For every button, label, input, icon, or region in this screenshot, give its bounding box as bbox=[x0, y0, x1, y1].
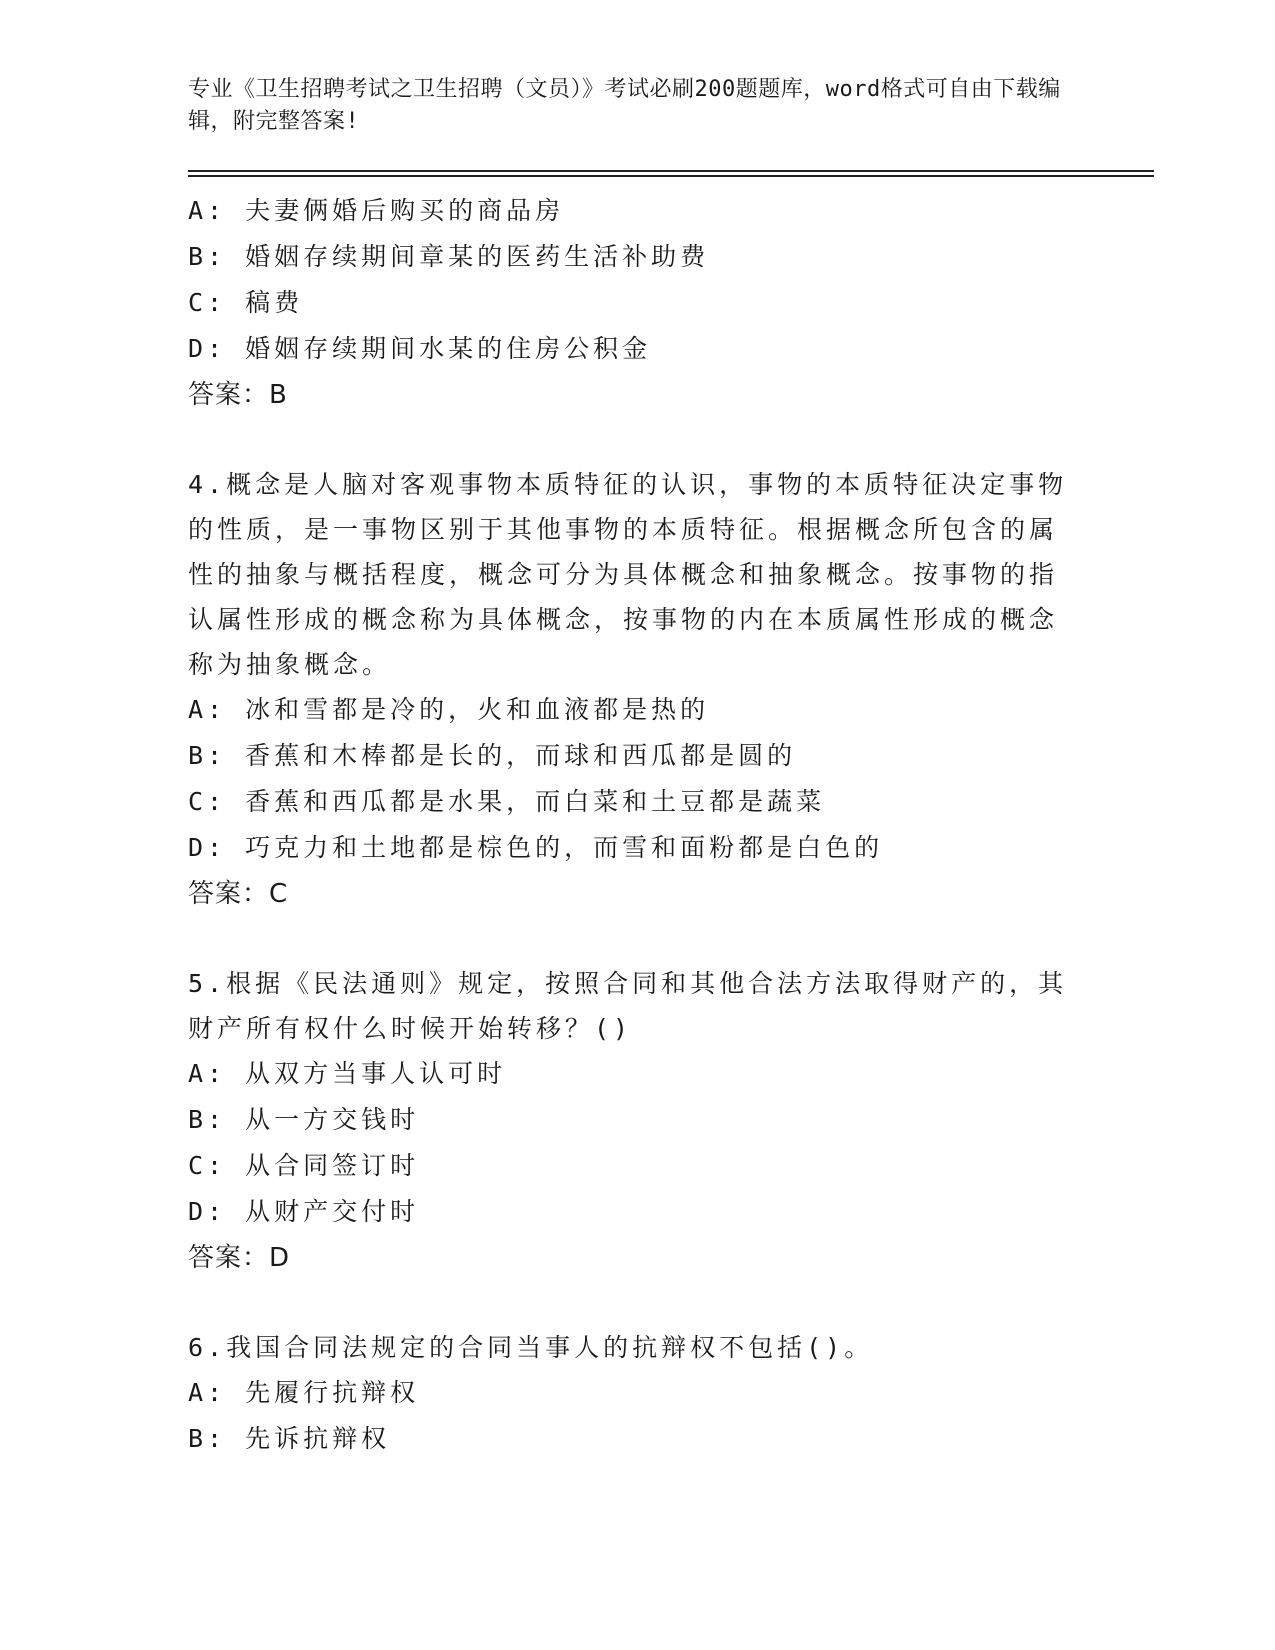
spacer bbox=[188, 418, 1068, 462]
option-d: D: 从财产交付时 bbox=[188, 1197, 420, 1226]
option-d: D: 巧克力和土地都是棕色的，而雪和面粉都是白色的 bbox=[188, 833, 884, 862]
question-stem: 6.我国合同法规定的合同当事人的抗辩权不包括()。 bbox=[188, 1333, 874, 1362]
option-b: B: 香蕉和木棒都是长的，而球和西瓜都是圆的 bbox=[188, 741, 797, 770]
option-a: A: 先履行抗辩权 bbox=[188, 1378, 420, 1407]
header-rule-bottom bbox=[188, 175, 1154, 177]
answer-label: 答案：D bbox=[188, 1243, 291, 1273]
question-stem: 4.概念是人脑对客观事物本质特征的认识，事物的本质特征决定事物的性质，是一事物区别于其他事物的本质特征。根据概念所包含的属性的抽象与概括程度，概念可分为具体概念和抽象概念。按事物的指认属性形成的概念称为具体概念，按事物的内在本质属性形成的概念称为抽象概念。 bbox=[188, 470, 1068, 679]
option-c: C: 稿费 bbox=[188, 288, 304, 317]
option-a: A: 夫妻俩婚后购买的商品房 bbox=[188, 196, 565, 225]
question-6 bbox=[188, 1325, 1068, 1462]
spacer bbox=[188, 1281, 1068, 1325]
option-a: A: 从双方当事人认可时 bbox=[188, 1059, 507, 1088]
question-3 bbox=[188, 188, 1068, 418]
option-c: C: 香蕉和西瓜都是水果，而白菜和土豆都是蔬菜 bbox=[188, 787, 826, 816]
option-a: A: 冰和雪都是冷的，火和血液都是热的 bbox=[188, 695, 710, 724]
option-b: B: 先诉抗辩权 bbox=[188, 1424, 391, 1453]
question-5 bbox=[188, 961, 1068, 1281]
question-4 bbox=[188, 462, 1068, 917]
question-list bbox=[188, 188, 1068, 1462]
header-rule-top bbox=[188, 170, 1154, 172]
spacer bbox=[188, 917, 1068, 961]
question-stem: 5.根据《民法通则》规定，按照合同和其他合法方法取得财产的，其财产所有权什么时候开始转移？() bbox=[188, 969, 1068, 1043]
option-d: D: 婚姻存续期间水某的住房公积金 bbox=[188, 334, 652, 363]
option-b: B: 婚姻存续期间章某的医药生活补助费 bbox=[188, 242, 710, 271]
answer-label: 答案：B bbox=[188, 380, 288, 410]
option-c: C: 从合同签订时 bbox=[188, 1151, 420, 1180]
option-b: B: 从一方交钱时 bbox=[188, 1105, 420, 1134]
answer-label: 答案：C bbox=[188, 879, 289, 909]
document-header: 专业《卫生招聘考试之卫生招聘（文员）》考试必刷200题题库，word格式可自由下载编辑，附完整答案! bbox=[188, 77, 1061, 134]
